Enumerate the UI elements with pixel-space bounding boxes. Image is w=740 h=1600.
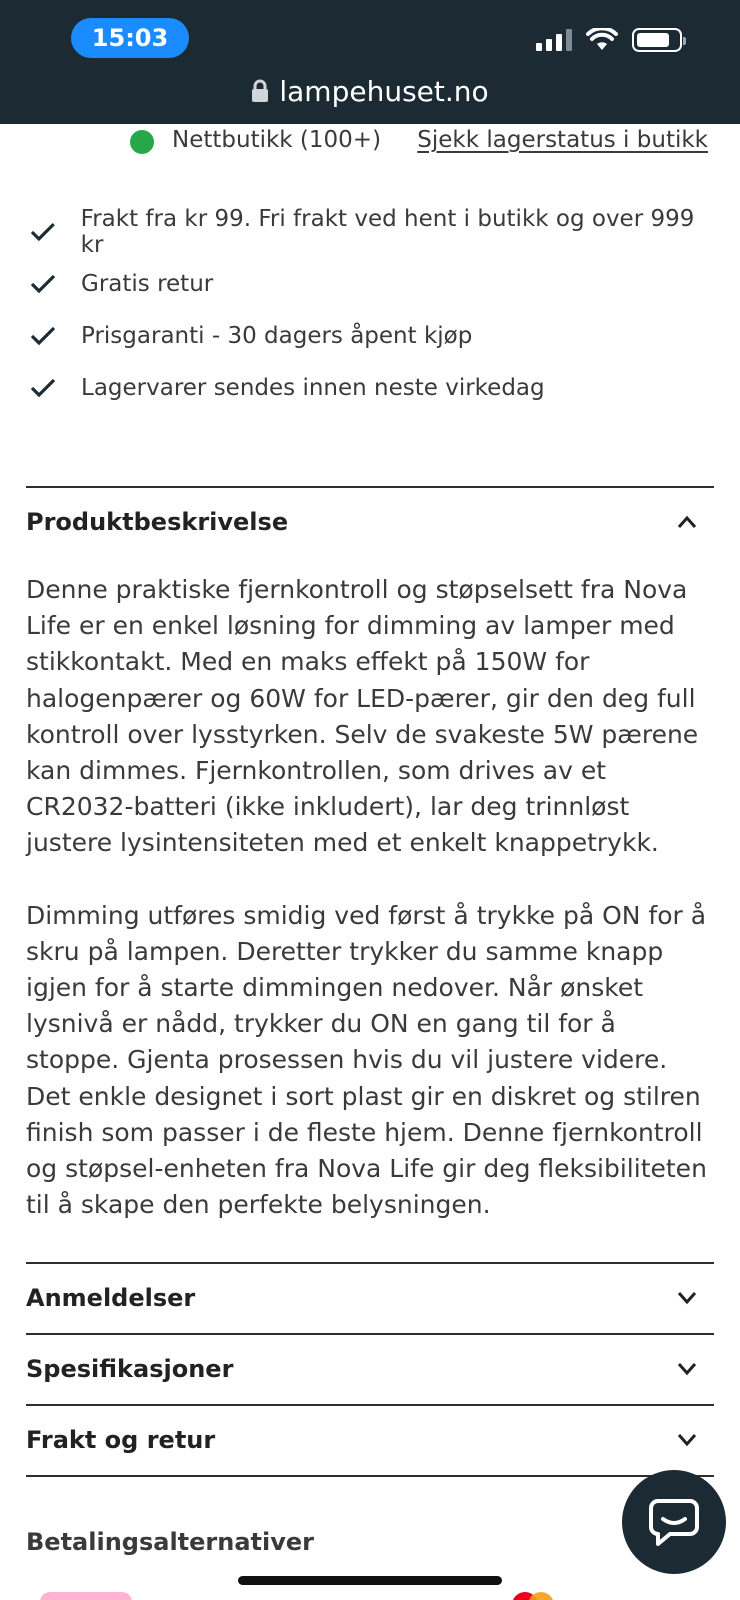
accordion-shipping-returns[interactable] <box>26 1410 714 1470</box>
payment-logo-klarna <box>40 1592 132 1600</box>
chevron-up-icon <box>676 515 698 529</box>
accordion-title: Spesifikasjoner <box>26 1355 234 1383</box>
chat-button[interactable] <box>622 1470 726 1574</box>
in-stock-dot-icon <box>130 130 154 154</box>
divider <box>26 1475 714 1477</box>
benefit-item <box>26 362 716 414</box>
chevron-down-icon <box>676 1362 698 1376</box>
lock-icon <box>251 79 269 103</box>
chat-bubble-icon <box>648 1497 700 1547</box>
accordion-specifications[interactable] <box>26 1339 714 1399</box>
status-icons <box>536 28 682 52</box>
benefit-text: Frakt fra kr 99. Fri frakt ved hent i butikk og over 999 kr <box>80 206 695 258</box>
home-indicator[interactable] <box>238 1576 502 1585</box>
benefit-text: Gratis retur <box>81 271 214 297</box>
check-icon <box>30 377 56 399</box>
benefits-list <box>26 206 716 414</box>
benefit-text: Lagervarer sendes innen neste virkedag <box>81 375 545 401</box>
cellular-signal-icon <box>536 29 572 51</box>
online-stock-label: Nettbutikk (100+) <box>172 127 382 153</box>
wifi-icon <box>586 28 618 52</box>
accordion-title: Anmeldelser <box>26 1284 196 1312</box>
check-icon <box>30 273 56 295</box>
payment-options-title: Betalingsalternativer <box>26 1528 314 1556</box>
description-paragraph: Denne praktiske fjernkontroll og støpselsett fra Nova Life er en enkel løsning for dimming av lamper med stikkontakt. Med en maks effekt på 150W for halogenpærer og 60W for LED-pærer, gir den deg full kontroll over lysstyrken. Selv de svakeste 5W pærene kan dimmes. Fjernkontrollen, som drives av et CR2032-batteri (ikke inkludert), lar deg trinnløst justere lysintensiteten med et enkelt knappetrykk. <box>26 575 699 858</box>
accordion-reviews[interactable] <box>26 1268 714 1328</box>
benefit-item <box>26 206 716 258</box>
divider <box>26 1262 714 1264</box>
product-description-text <box>26 572 716 1223</box>
store-stock-link[interactable]: Sjekk lagerstatus i butikk <box>417 127 708 153</box>
description-paragraph: Dimming utføres smidig ved først å trykke på ON for å skru på lampen. Deretter trykker du samme knapp igjen for å starte dimmingen nedover. Når ønsket lysnivå er nådd, trykker du ON en gang til for å stoppe. Gjenta prosessen hvis du vil justere videre. Det enkle designet i sort plast gir en diskret og stilren finish som passer i de fleste hjem. Denne fjernkontroll og støpsel-enheten fra Nova Life gir deg fleksibiliteten til å skape den perfekte belysningen. <box>26 900 707 1220</box>
accordion-product-description[interactable] <box>26 492 714 552</box>
divider <box>26 486 714 488</box>
benefit-item <box>26 258 716 310</box>
accordion-title: Frakt og retur <box>26 1426 216 1454</box>
chevron-down-icon <box>676 1433 698 1447</box>
url-text: lampehuset.no <box>279 74 489 108</box>
benefit-text: Prisgaranti - 30 dagers åpent kjøp <box>81 323 473 349</box>
battery-icon <box>632 28 682 52</box>
status-time: 15:03 <box>71 18 189 58</box>
accordion-title: Produktbeskrivelse <box>26 508 289 536</box>
benefit-item <box>26 310 716 362</box>
payment-logo-mastercard <box>512 1592 564 1600</box>
check-icon <box>30 221 56 243</box>
status-and-url-bar <box>0 0 740 124</box>
address-bar[interactable] <box>0 70 740 112</box>
divider <box>26 1333 714 1335</box>
stock-status <box>0 124 740 160</box>
check-icon <box>30 325 56 347</box>
chevron-down-icon <box>676 1291 698 1305</box>
divider <box>26 1404 714 1406</box>
